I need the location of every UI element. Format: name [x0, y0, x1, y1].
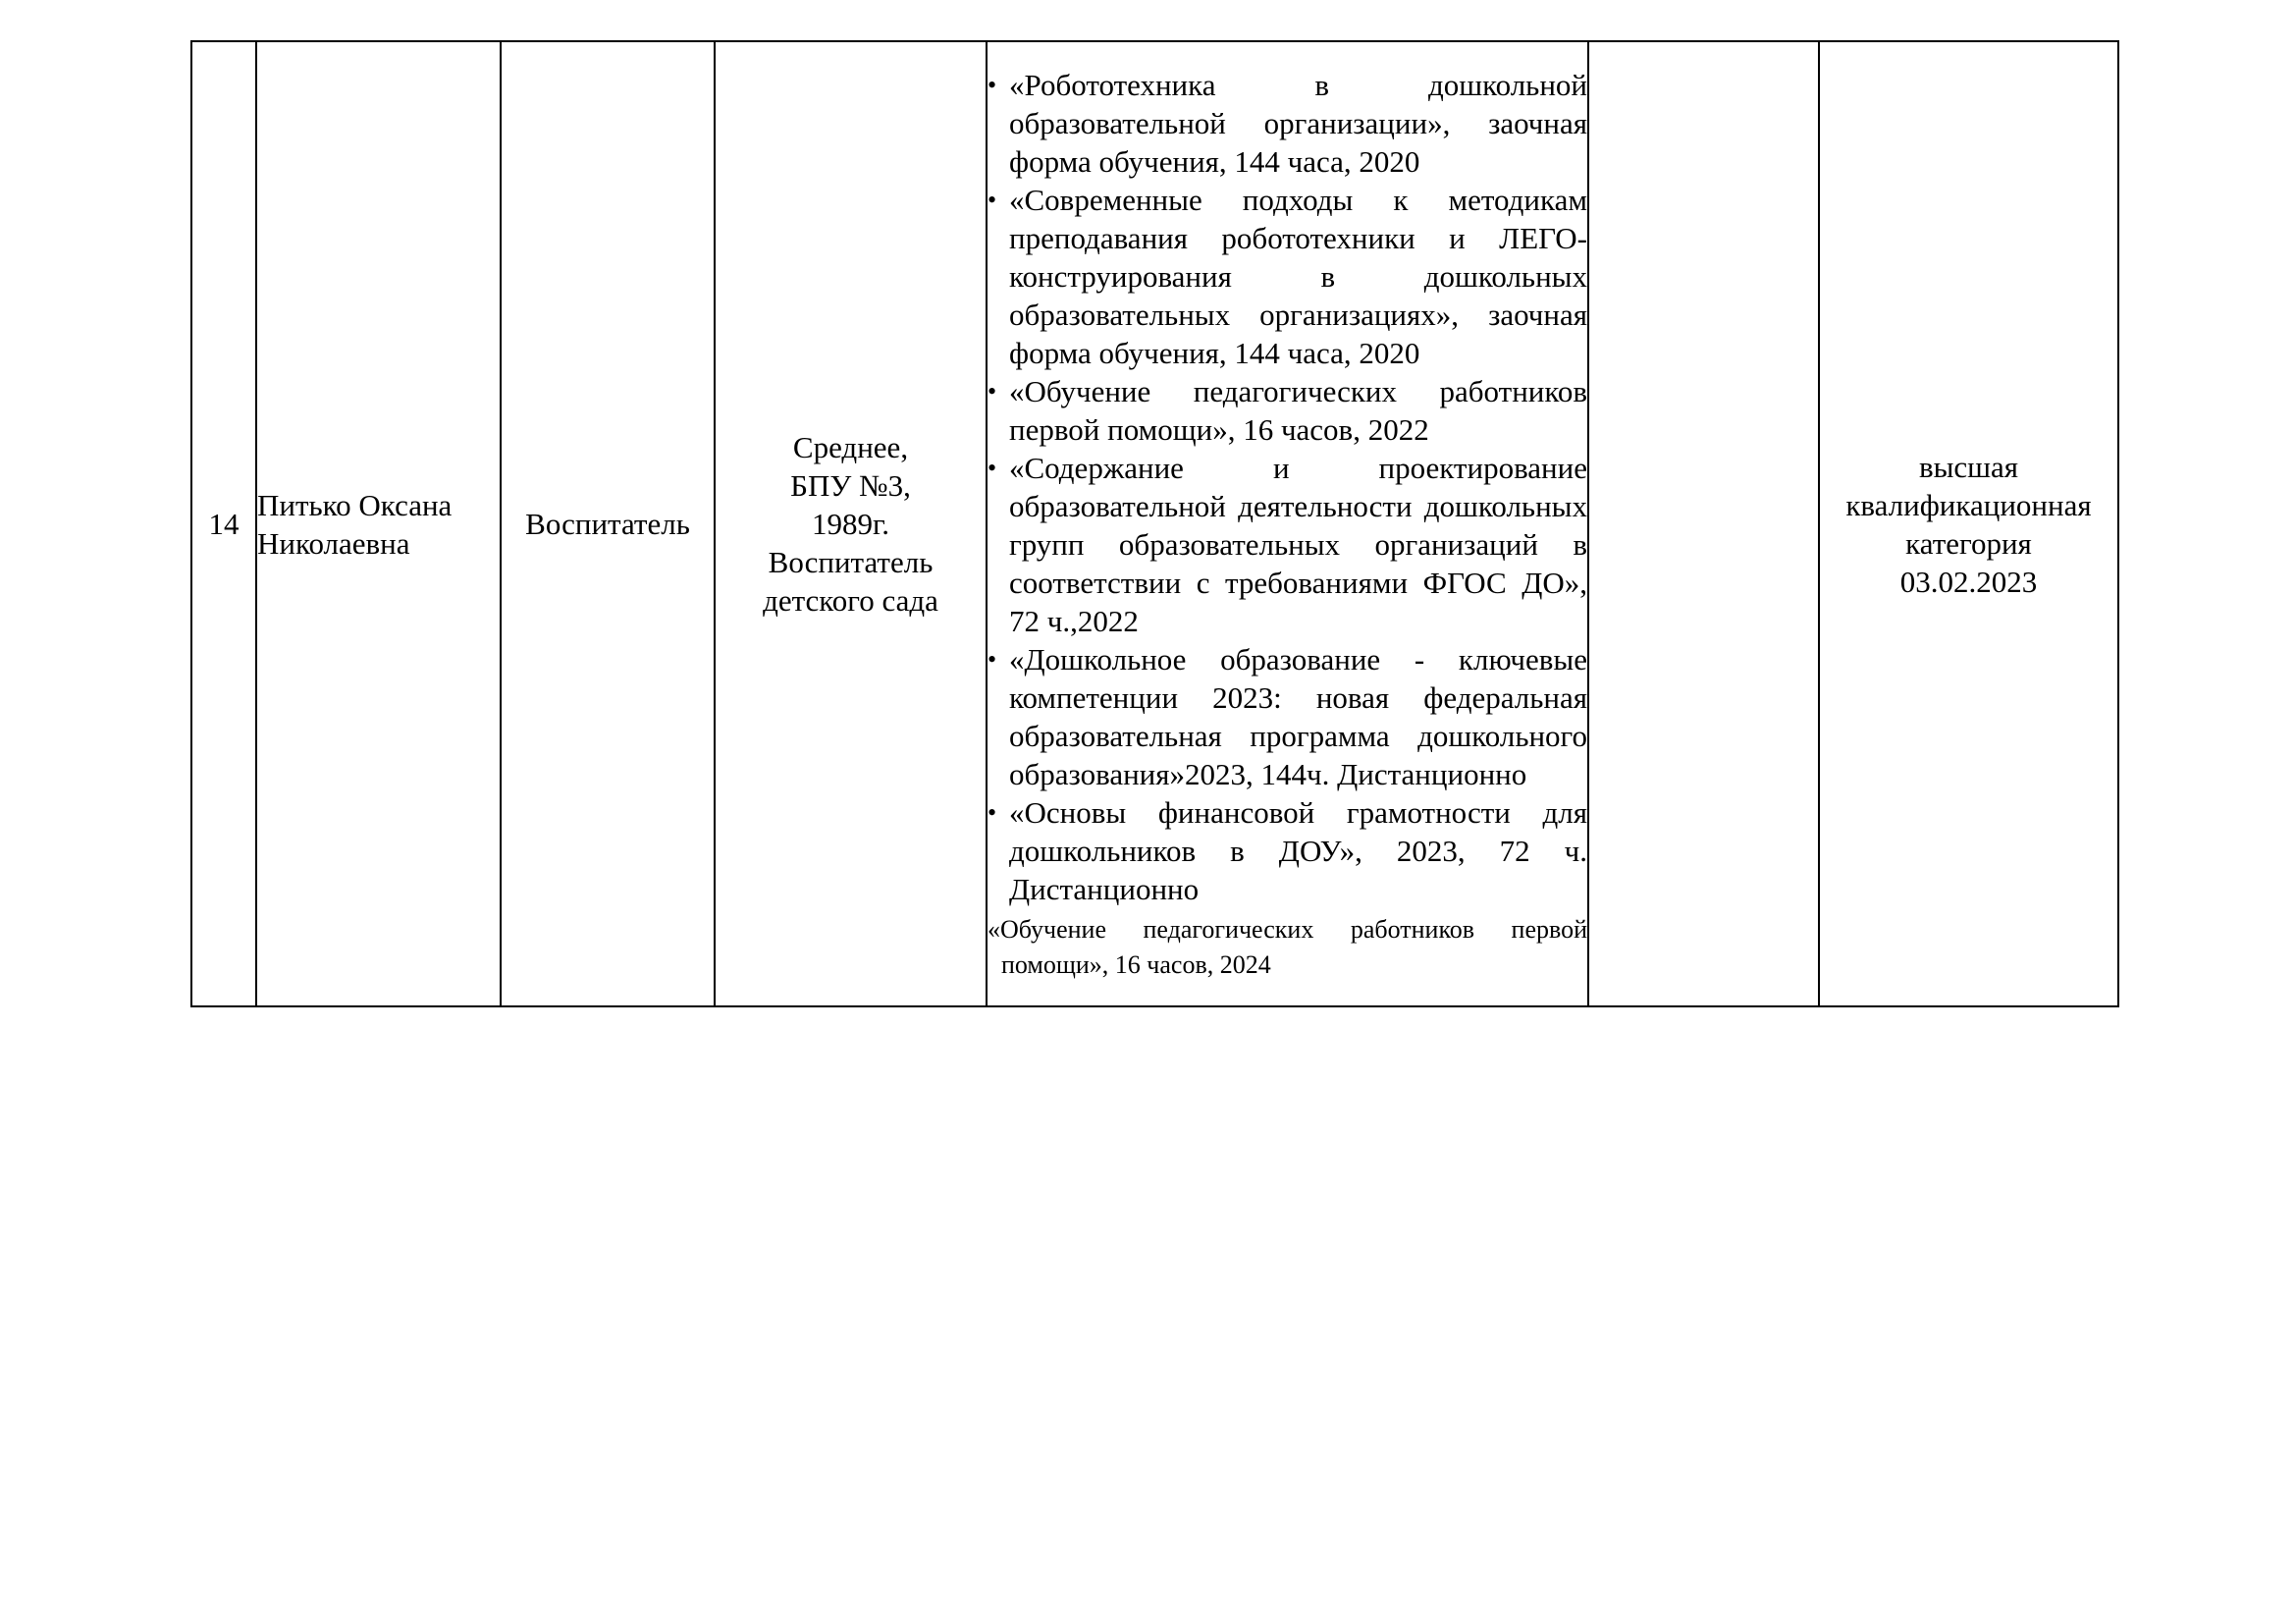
course-text: «Содержание и проектирование образовательной деятельности дошкольных групп образовательных организаций в соответствии с требованиями ФГОС ДО», 72 ч.,2022	[1009, 450, 1587, 638]
course-item-last: «Обучение педагогических работников первой помощи», 16 часов, 2024	[988, 914, 1587, 979]
category-date: 03.02.2023	[1899, 564, 2038, 599]
course-item	[988, 181, 1587, 372]
course-item	[988, 449, 1587, 640]
category-line: высшая	[1918, 449, 2019, 484]
category-line: категория	[1905, 525, 2032, 561]
employee-name-line2: Николаевна	[257, 525, 410, 561]
course-text: «Современные подходы к методикам преподавания робототехники и ЛЕГО-конструирования в дошкольных образовательных организациях», заочная форма обучения, 144 часа, 2020	[1009, 182, 1587, 370]
course-text: «Дошкольное образование - ключевые компетенции 2023: новая федеральная образовательная программа дошкольного образования»2023, 144ч. Дистанционно	[1009, 641, 1587, 791]
course-text: «Обучение педагогических работников первой помощи», 16 часов, 2022	[1009, 373, 1587, 447]
education-line: БПУ №3,	[790, 468, 911, 503]
bullet-icon: •	[988, 185, 997, 214]
course-item	[988, 66, 1587, 181]
course-list	[988, 66, 1587, 908]
qualification-category	[1819, 41, 2118, 1006]
staff-table	[190, 40, 2119, 1007]
course-item	[988, 640, 1587, 793]
employee-name-line1: Питько Оксана	[257, 487, 453, 522]
category-line: квалификационная	[1845, 487, 2092, 522]
education-line: Воспитатель	[768, 545, 934, 579]
education-line: детского сада	[763, 583, 938, 618]
course-item	[988, 372, 1587, 449]
education-line: Среднее,	[792, 430, 909, 464]
education-line: 1989г.	[812, 507, 889, 541]
employee-position: Воспитатель	[501, 41, 715, 1006]
course-text: «Основы финансовой грамотности для дошкольников в ДОУ», 2023, 72 ч. Дистанционно	[1009, 794, 1587, 906]
row-number: 14	[191, 41, 256, 1006]
bullet-icon: •	[988, 644, 997, 674]
bullet-icon: •	[988, 797, 997, 827]
bullet-icon: •	[988, 70, 997, 99]
empty-cell	[1588, 41, 1819, 1006]
employee-education	[715, 41, 987, 1006]
bullet-icon: •	[988, 376, 997, 406]
employee-name	[256, 41, 501, 1006]
course-item	[988, 793, 1587, 908]
table-row	[191, 41, 2118, 1006]
course-text: «Робототехника в дошкольной образовательной организации», заочная форма обучения, 144 часа, 2020	[1009, 67, 1587, 179]
training-courses	[987, 41, 1588, 1006]
bullet-icon: •	[988, 453, 997, 482]
